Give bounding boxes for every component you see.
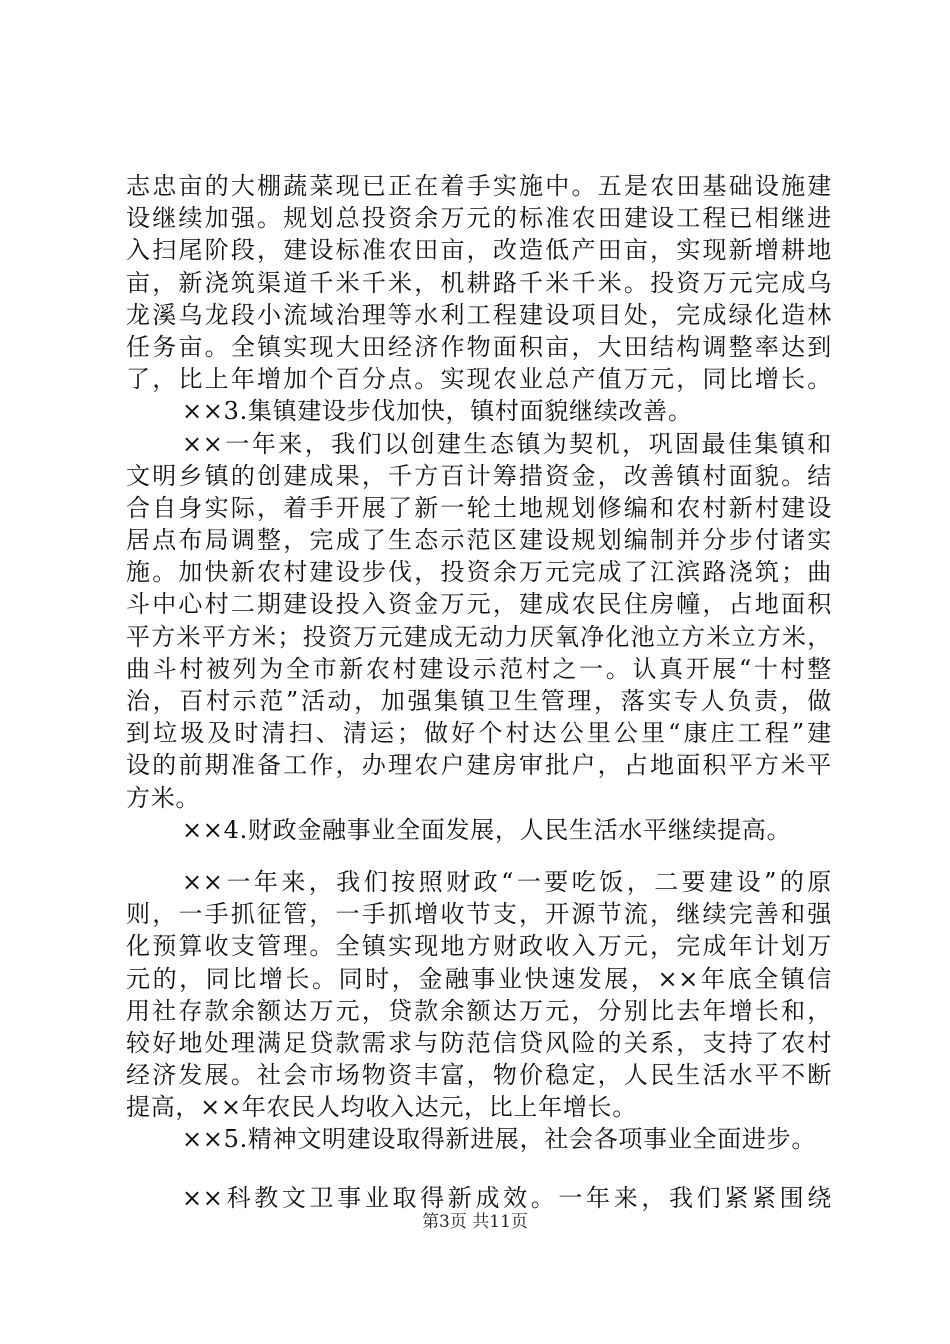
section-heading: ××4.财政金融事业全面发展，人民生活水平继续提高。 xyxy=(182,815,792,844)
text-line: 元的，同比增长。同时，金融事业快速发展，××年底全镇信 xyxy=(126,964,832,993)
text-line: 提高，××年农民人均收入达元，比上年增长。 xyxy=(126,1093,637,1122)
text-line: 文明乡镇的创建成果，千方百计筹措资金，改善镇村面貌。结 xyxy=(126,461,832,490)
text-line: 则，一手抓征管，一手抓增收节支，开源节流，继续完善和强 xyxy=(126,900,832,929)
text-line: 治，百村示范”活动，加强集镇卫生管理，落实专人负责，做 xyxy=(126,687,832,715)
text-line: 志忠亩的大棚蔬菜现已正在着手实施中。五是农田基础设施建 xyxy=(126,172,832,200)
text-line: 经济发展。社会市场物资丰富，物价稳定，人民生活水平不断 xyxy=(126,1061,832,1090)
text-line: 设继续加强。规划总投资余万元的标准农田建设工程已相继进 xyxy=(126,204,832,233)
paragraph-gap xyxy=(126,1156,832,1182)
section-heading: ××3.集镇建设步伐加快，镇村面貌继续改善。 xyxy=(182,397,693,426)
text-line: 亩，新浇筑渠道千米千米，机耕路千米千米。投资万元完成乌 xyxy=(126,268,832,297)
text-line: 了，比上年增加个百分点。实现农业总产值万元，同比增长。 xyxy=(126,365,832,394)
text-line: ××科教文卫事业取得新成效。一年来，我们紧紧围绕 xyxy=(182,1183,832,1212)
text-line: 居点布局调整，完成了生态示范区建设规划编制并分步付诸实 xyxy=(126,526,832,555)
text-line: 龙溪乌龙段小流域治理等水利工程建设项目处，完成绿化造林 xyxy=(126,300,832,329)
text-line: 化预算收支管理。全镇实现地方财政收入万元，完成年计划万 xyxy=(126,932,832,961)
section-heading: ××5.精神文明建设取得新进展，社会各项事业全面进步。 xyxy=(182,1125,817,1154)
text-line: 用社存款余额达万元，贷款余额达万元，分别比去年增长和， xyxy=(126,996,832,1025)
text-line: ××一年来，我们按照财政“一要吃饭，二要建设”的原 xyxy=(182,867,832,896)
text-line: 设的前期准备工作，办理农户建房审批户，占地面积平方米平 xyxy=(126,751,832,780)
text-line: 入扫尾阶段，建设标准农田亩，改造低产田亩，实现新增耕地 xyxy=(126,236,832,265)
text-line: 平方米平方米；投资万元建成无动力厌氧净化池立方米立方米， xyxy=(126,622,832,651)
text-line: ××一年来，我们以创建生态镇为契机，巩固最佳集镇和 xyxy=(182,429,832,458)
text-line: 施。加快新农村建设步伐，投资余万元完成了江滨路浇筑；曲 xyxy=(126,558,832,587)
text-line: 到垃圾及时清扫、清运；做好个村达公里公里“康庄工程”建 xyxy=(126,719,832,748)
text-line: 方米。 xyxy=(126,783,201,812)
document-body xyxy=(126,170,832,1214)
paragraph-gap xyxy=(126,846,832,866)
text-line: 斗中心村二期建设投入资金万元，建成农民住房幢，占地面积 xyxy=(126,590,832,619)
page-number-footer: 第3页 共11页 xyxy=(422,1212,528,1232)
text-line: 曲斗村被列为全市新农村建设示范村之一。认真开展“十村整 xyxy=(126,654,832,683)
text-line: 合自身实际，着手开展了新一轮土地规划修编和农村新村建设 xyxy=(126,493,832,522)
text-line: 较好地处理满足贷款需求与防范信贷风险的关系，支持了农村 xyxy=(126,1028,832,1057)
text-line: 任务亩。全镇实现大田经济作物面积亩，大田结构调整率达到 xyxy=(126,332,832,361)
